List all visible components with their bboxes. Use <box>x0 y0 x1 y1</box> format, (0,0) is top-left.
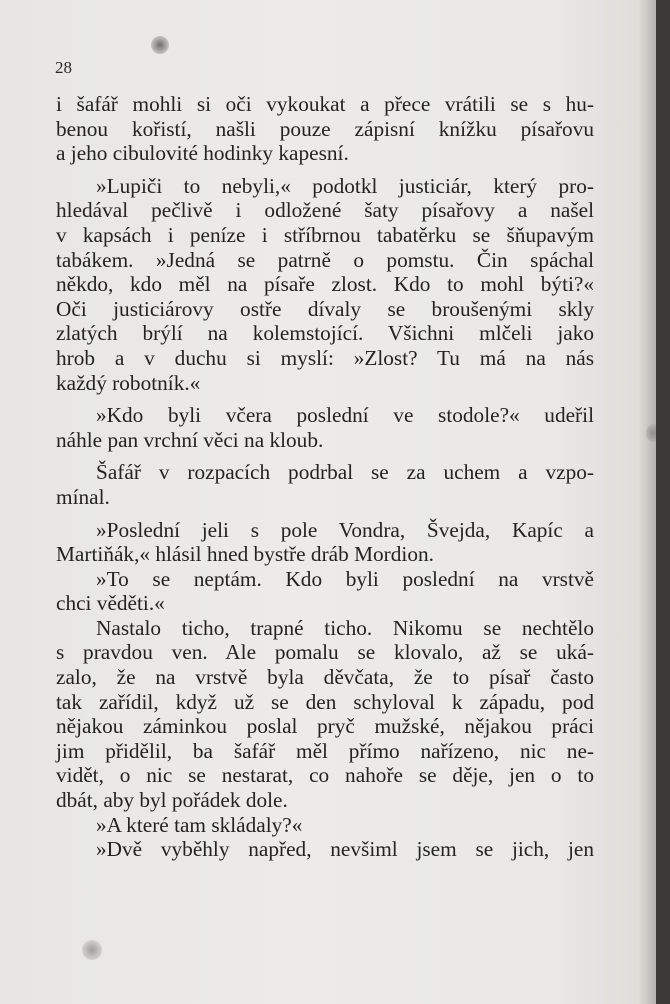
text-line: a jeho cibulovité hodinky kapesní. <box>56 141 349 166</box>
text-line: tabákem. »Jedná se patrně o pomstu. Čin spáchal <box>56 247 594 272</box>
text-line: náhle pan vrchní věci na kloub. <box>56 427 324 452</box>
text-line: chci věděti.« <box>56 591 165 616</box>
ink-spot <box>82 940 102 960</box>
text-line: zlatých brýlí na kolemstojící. Všichni mlčeli jako <box>56 321 594 346</box>
text-line: benou kořistí, našli pouze zápisní knížku písařovu <box>56 116 594 141</box>
text-line: »Poslední jeli s pole Vondra, Švejda, Kapíc a <box>96 517 594 542</box>
ink-spot <box>646 424 656 442</box>
text-line: »To se neptám. Kdo byli poslední na vrstvě <box>96 566 594 591</box>
text-line: »Lupiči to nebyli,« podotkl justiciár, který pro- <box>96 173 594 198</box>
text-line: »A které tam skládaly?« <box>96 812 303 837</box>
text-line: hrob a v duchu si myslí: »Zlost? Tu má na nás <box>56 345 594 370</box>
text-line: dbát, aby byl pořádek dole. <box>56 788 288 813</box>
ink-spot <box>151 36 169 54</box>
text-line: vidět, o nic se nestarat, co nahoře se děje, jen o to <box>56 763 594 788</box>
text-line: nějakou záminkou poslal pryč mužské, nějakou práci <box>56 714 594 739</box>
text-line: Oči justiciárovy ostře dívaly se broušenými skly <box>56 296 594 321</box>
text-line: Šafář v rozpacích podrbal se za uchem a vzpo- <box>96 460 594 485</box>
body-text <box>56 92 594 862</box>
text-line: zalo, že na vrstvě byla děvčata, že to písař často <box>56 665 594 690</box>
text-line: s pravdou ven. Ale pomalu se klovalo, až se uká- <box>56 640 594 665</box>
text-line: Nastalo ticho, trapné ticho. Nikomu se nechtělo <box>96 615 594 640</box>
text-line: tak zařídil, když už se den schyloval k západu, pod <box>56 689 594 714</box>
text-line: jim přidělil, ba šafář měl přímo nařízeno, nic ne- <box>56 738 594 763</box>
text-line: hledával pečlivě i odložené šaty písařovy a našel <box>56 198 594 223</box>
text-line: každý robotník.« <box>56 370 201 395</box>
text-line: »Dvě vyběhly napřed, nevšiml jsem se jich, jen <box>96 837 594 862</box>
text-line: i šafář mohli si oči vykoukat a přece vrátili se s hu- <box>56 92 594 116</box>
text-line: Martiňák,« hlásil hned bystře dráb Mordion. <box>56 542 434 567</box>
text-line: v kapsách i peníze i stříbrnou tabatěrku se šňupavým <box>56 222 594 247</box>
text-line: »Kdo byli včera poslední ve stodole?« udeřil <box>96 403 594 428</box>
page-number: 28 <box>55 58 72 77</box>
text-line: někdo, kdo měl na písaře zlost. Kdo to mohl býti?« <box>56 272 594 297</box>
page-edge-shadow <box>638 0 656 1004</box>
text-line: mínal. <box>56 484 110 509</box>
